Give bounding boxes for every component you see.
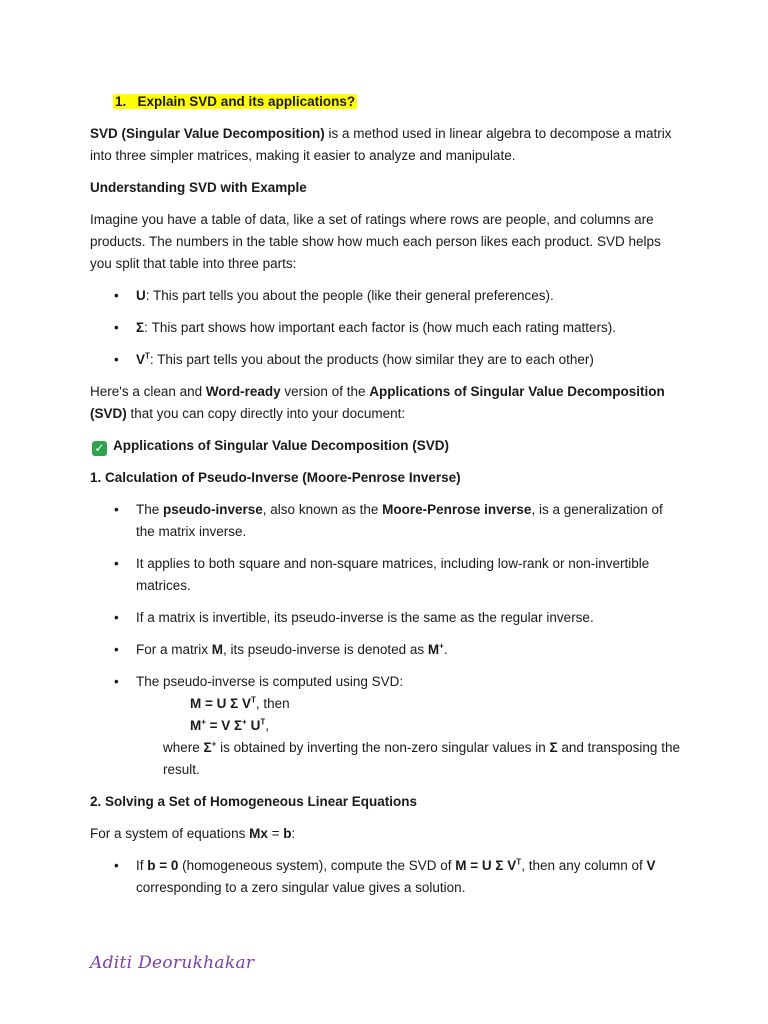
- applications-heading: ✓ Applications of Singular Value Decomposition (SVD): [90, 435, 680, 457]
- understanding-heading: Understanding SVD with Example: [90, 180, 307, 195]
- svd-equation: M = U Σ $V^T$, then: [190, 695, 290, 711]
- section2-intro: For a system of equations Mx = b:: [90, 826, 296, 841]
- section1-heading: 1. Calculation of Pseudo-Inverse (Moore-Penrose Inverse): [90, 470, 461, 485]
- list-item: • U: This part tells you about the people (like their general preferences).: [114, 288, 554, 303]
- pseudo-inverse-list: [90, 499, 680, 781]
- list-item: • The pseudo-inverse, also known as the Moore-Penrose inverse, is a generalization of the matrix inverse.: [114, 502, 663, 539]
- list-item: • Σ: This part shows how important each factor is (how much each rating matters).: [114, 320, 617, 335]
- author-signature: Aditi Deorukhakar: [90, 953, 255, 973]
- question-heading: 1. Explain SVD and its applications?: [115, 94, 356, 109]
- homogeneous-list: [90, 855, 680, 899]
- pseudo-inverse-equation: M+ = V Σ+ $U^T$,: [190, 717, 269, 733]
- checkmark-icon: ✓: [92, 441, 107, 456]
- document-body: [90, 91, 680, 909]
- where-clause: where Σ+ is obtained by inverting the non-zero singular values in Σ and transposing the result.: [163, 739, 680, 777]
- list-item: • The pseudo-inverse is computed using SVD: M = U Σ $V^T$, then M+ = V Σ+ $U^T$, where Σ+ is obtained by inverting the non-zero singular values in Σ and transposing the result.: [90, 671, 680, 781]
- example-paragraph: Imagine you have a table of data, like a set of ratings where rows are people, and columns are products. The numbers in the table show how much each person likes each product. SVD helps you split that table into three parts:: [90, 212, 661, 271]
- intro-paragraph: SVD (Singular Value Decomposition) is a method used in linear algebra to decompose a matrix into three simpler matrices, making it easier to analyze and manipulate.: [90, 126, 672, 163]
- list-item: • It applies to both square and non-square matrices, including low-rank or non-invertible matrices.: [114, 556, 650, 593]
- list-item: • If a matrix is invertible, its pseudo-inverse is the same as the regular inverse.: [114, 610, 594, 625]
- list-item: • For a matrix M, its pseudo-inverse is denoted as M+.: [114, 641, 448, 657]
- svd-parts-list: [90, 285, 680, 371]
- word-ready-paragraph: Here's a clean and Word-ready version of the Applications of Singular Value Decomposition (SVD) that you can copy directly into your document:: [90, 384, 665, 421]
- section2-heading: 2. Solving a Set of Homogeneous Linear Equations: [90, 794, 418, 809]
- list-item: • If b = 0 (homogeneous system), compute the SVD of M = U Σ $V^T$, then any column of V corresponding to a zero singular value gives a solution.: [114, 857, 656, 895]
- list-item: • $V^T$: This part tells you about the products (how similar they are to each other): [114, 351, 594, 367]
